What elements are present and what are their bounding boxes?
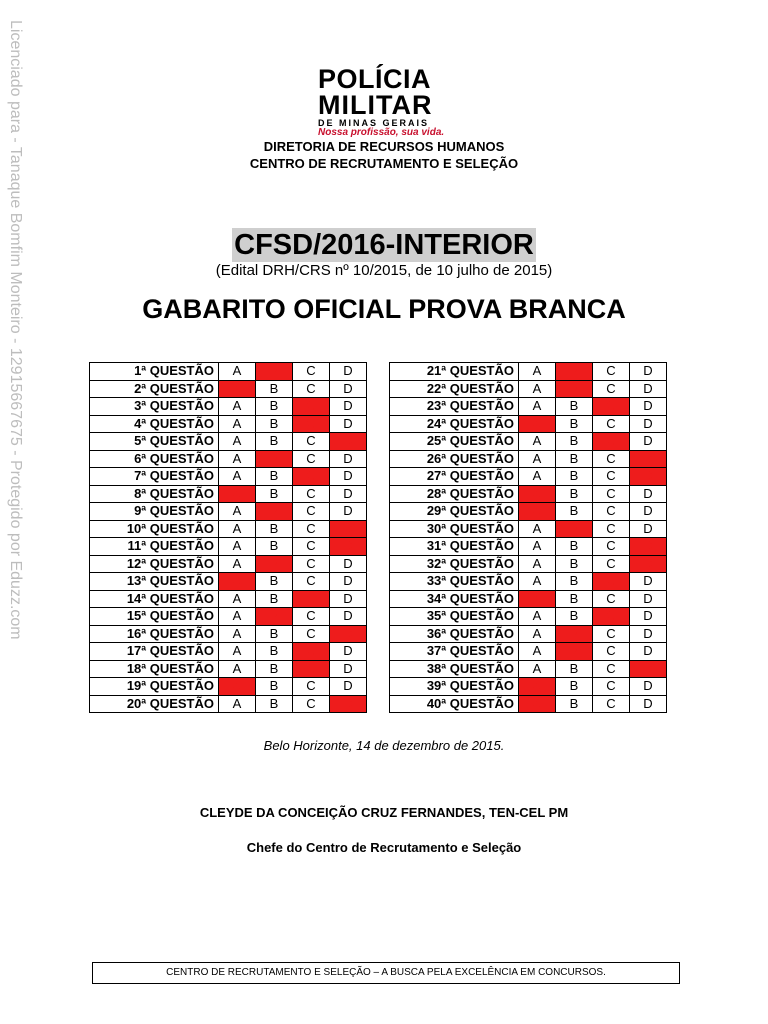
correct-option-cell: C <box>293 590 330 608</box>
option-cell: A <box>519 643 556 661</box>
option-cell: C <box>593 625 630 643</box>
answer-row <box>390 380 667 398</box>
question-label: 11ª QUESTÃO <box>90 538 219 556</box>
option-cell: B <box>256 415 293 433</box>
option-cell: C <box>593 695 630 713</box>
option-cell: D <box>630 363 667 381</box>
question-label: 18ª QUESTÃO <box>90 660 219 678</box>
question-label: 23ª QUESTÃO <box>390 398 519 416</box>
answer-row <box>90 538 367 556</box>
pmmg-logo <box>318 66 458 138</box>
question-label: 25ª QUESTÃO <box>390 433 519 451</box>
option-cell: C <box>293 363 330 381</box>
watermark-text: Licenciado para - Tanaque Bomfim Monteiro - 12915667675 - Protegido por Eduzz.com <box>7 20 24 640</box>
option-cell: B <box>556 398 593 416</box>
option-cell: B <box>556 660 593 678</box>
question-label: 27ª QUESTÃO <box>390 468 519 486</box>
option-cell: A <box>519 555 556 573</box>
option-cell: B <box>556 485 593 503</box>
correct-option-cell: C <box>593 573 630 591</box>
option-cell: D <box>630 695 667 713</box>
option-cell: A <box>519 468 556 486</box>
answer-row <box>90 625 367 643</box>
answer-row <box>90 660 367 678</box>
option-cell: A <box>219 398 256 416</box>
option-cell: C <box>593 380 630 398</box>
answer-row <box>90 590 367 608</box>
option-cell: D <box>330 503 367 521</box>
correct-option-cell: A <box>519 503 556 521</box>
correct-option-cell: C <box>293 660 330 678</box>
header-line-2: CENTRO DE RECRUTAMENTO E SELEÇÃO <box>249 156 519 171</box>
answer-row <box>390 363 667 381</box>
option-cell: C <box>293 485 330 503</box>
question-label: 38ª QUESTÃO <box>390 660 519 678</box>
answer-row <box>90 415 367 433</box>
option-cell: C <box>593 468 630 486</box>
question-label: 33ª QUESTÃO <box>390 573 519 591</box>
question-label: 4ª QUESTÃO <box>90 415 219 433</box>
option-cell: B <box>556 678 593 696</box>
correct-option-cell: D <box>330 695 367 713</box>
option-cell: C <box>593 538 630 556</box>
question-label: 32ª QUESTÃO <box>390 555 519 573</box>
option-cell: B <box>256 468 293 486</box>
answer-row <box>90 380 367 398</box>
logo-line-1: POLÍCIA <box>318 64 432 94</box>
question-label: 15ª QUESTÃO <box>90 608 219 626</box>
question-label: 31ª QUESTÃO <box>390 538 519 556</box>
question-label: 3ª QUESTÃO <box>90 398 219 416</box>
correct-option-cell: A <box>219 678 256 696</box>
option-cell: D <box>630 625 667 643</box>
correct-option-cell: B <box>556 363 593 381</box>
question-label: 34ª QUESTÃO <box>390 590 519 608</box>
option-cell: B <box>256 573 293 591</box>
option-cell: A <box>219 590 256 608</box>
option-cell: C <box>593 678 630 696</box>
option-cell: D <box>630 573 667 591</box>
correct-option-cell: B <box>556 643 593 661</box>
option-cell: B <box>256 678 293 696</box>
question-label: 13ª QUESTÃO <box>90 573 219 591</box>
option-cell: D <box>630 415 667 433</box>
option-cell: C <box>593 660 630 678</box>
institution-header <box>0 138 768 172</box>
question-label: 37ª QUESTÃO <box>390 643 519 661</box>
option-cell: A <box>219 643 256 661</box>
logo-slogan: Nossa profissão, sua vida. <box>318 127 445 138</box>
answer-row <box>90 555 367 573</box>
correct-option-cell: A <box>519 695 556 713</box>
question-label: 5ª QUESTÃO <box>90 433 219 451</box>
correct-option-cell: D <box>630 468 667 486</box>
answer-row <box>390 678 667 696</box>
question-label: 9ª QUESTÃO <box>90 503 219 521</box>
correct-option-cell: B <box>256 450 293 468</box>
place-date: Belo Horizonte, 14 de dezembro de 2015. <box>263 738 505 753</box>
answer-row <box>390 433 667 451</box>
option-cell: C <box>293 608 330 626</box>
option-cell: C <box>593 555 630 573</box>
question-label: 20ª QUESTÃO <box>90 695 219 713</box>
correct-option-cell: A <box>219 573 256 591</box>
option-cell: B <box>556 573 593 591</box>
answer-row <box>90 678 367 696</box>
option-cell: A <box>519 608 556 626</box>
correct-option-cell: D <box>330 520 367 538</box>
option-cell: C <box>593 450 630 468</box>
answer-row <box>390 450 667 468</box>
option-cell: B <box>556 468 593 486</box>
answer-row <box>90 695 367 713</box>
option-cell: A <box>219 660 256 678</box>
option-cell: D <box>330 660 367 678</box>
option-cell: B <box>256 520 293 538</box>
option-cell: D <box>330 398 367 416</box>
option-cell: D <box>330 468 367 486</box>
option-cell: A <box>519 450 556 468</box>
option-cell: C <box>593 503 630 521</box>
question-label: 7ª QUESTÃO <box>90 468 219 486</box>
question-label: 2ª QUESTÃO <box>90 380 219 398</box>
answer-row <box>90 643 367 661</box>
answer-row <box>390 555 667 573</box>
option-cell: B <box>256 643 293 661</box>
option-cell: B <box>256 485 293 503</box>
answer-row <box>90 503 367 521</box>
option-cell: B <box>556 450 593 468</box>
option-cell: A <box>219 608 256 626</box>
option-cell: A <box>219 555 256 573</box>
option-cell: D <box>330 380 367 398</box>
option-cell: D <box>630 503 667 521</box>
option-cell: D <box>330 415 367 433</box>
correct-option-cell: C <box>593 433 630 451</box>
answer-row <box>390 573 667 591</box>
option-cell: A <box>519 363 556 381</box>
question-label: 22ª QUESTÃO <box>390 380 519 398</box>
answer-row <box>90 468 367 486</box>
option-cell: D <box>330 643 367 661</box>
answer-row <box>90 485 367 503</box>
option-cell: B <box>556 415 593 433</box>
option-cell: A <box>219 503 256 521</box>
question-label: 16ª QUESTÃO <box>90 625 219 643</box>
question-label: 8ª QUESTÃO <box>90 485 219 503</box>
option-cell: A <box>519 625 556 643</box>
correct-option-cell: D <box>330 625 367 643</box>
answer-row <box>90 608 367 626</box>
option-cell: C <box>593 520 630 538</box>
option-cell: D <box>330 363 367 381</box>
answer-row <box>90 450 367 468</box>
option-cell: C <box>293 380 330 398</box>
correct-option-cell: B <box>256 608 293 626</box>
option-cell: C <box>593 485 630 503</box>
question-label: 24ª QUESTÃO <box>390 415 519 433</box>
correct-option-cell: A <box>519 590 556 608</box>
option-cell: C <box>293 625 330 643</box>
correct-option-cell: D <box>330 433 367 451</box>
option-cell: C <box>293 503 330 521</box>
option-cell: B <box>256 695 293 713</box>
signer-name: CLEYDE DA CONCEIÇÃO CRUZ FERNANDES, TEN-CEL PM <box>199 805 569 820</box>
answer-row <box>390 625 667 643</box>
question-label: 40ª QUESTÃO <box>390 695 519 713</box>
option-cell: B <box>556 433 593 451</box>
question-label: 36ª QUESTÃO <box>390 625 519 643</box>
correct-option-cell: A <box>519 485 556 503</box>
question-label: 30ª QUESTÃO <box>390 520 519 538</box>
question-label: 28ª QUESTÃO <box>390 485 519 503</box>
option-cell: B <box>256 660 293 678</box>
option-cell: D <box>330 678 367 696</box>
correct-option-cell: D <box>630 538 667 556</box>
option-cell: B <box>556 538 593 556</box>
option-cell: D <box>630 398 667 416</box>
answer-row <box>390 660 667 678</box>
question-label: 12ª QUESTÃO <box>90 555 219 573</box>
correct-option-cell: D <box>330 538 367 556</box>
option-cell: A <box>219 538 256 556</box>
correct-option-cell: B <box>256 363 293 381</box>
option-cell: C <box>293 538 330 556</box>
question-label: 21ª QUESTÃO <box>390 363 519 381</box>
logo-line-3: DE MINAS GERAIS <box>318 118 430 128</box>
correct-option-cell: C <box>293 415 330 433</box>
logo-line-2: MILITAR <box>318 90 433 120</box>
question-label: 10ª QUESTÃO <box>90 520 219 538</box>
question-label: 39ª QUESTÃO <box>390 678 519 696</box>
option-cell: A <box>519 520 556 538</box>
answer-row <box>390 503 667 521</box>
correct-option-cell: A <box>219 380 256 398</box>
signer-title: Chefe do Centro de Recrutamento e Seleção <box>246 840 522 855</box>
option-cell: D <box>330 608 367 626</box>
correct-option-cell: D <box>630 450 667 468</box>
answer-row <box>390 608 667 626</box>
option-cell: C <box>293 450 330 468</box>
answer-row <box>390 415 667 433</box>
answer-row <box>390 520 667 538</box>
document-heading: GABARITO OFICIAL PROVA BRANCA <box>142 294 626 324</box>
option-cell: A <box>519 433 556 451</box>
correct-option-cell: B <box>556 625 593 643</box>
title-wrap <box>0 228 768 262</box>
answer-row <box>390 485 667 503</box>
question-label: 26ª QUESTÃO <box>390 450 519 468</box>
answer-table-left <box>89 362 367 713</box>
option-cell: C <box>593 590 630 608</box>
correct-option-cell: B <box>256 555 293 573</box>
correct-option-cell: A <box>519 415 556 433</box>
correct-option-cell: B <box>256 503 293 521</box>
option-cell: D <box>630 485 667 503</box>
option-cell: D <box>630 590 667 608</box>
option-cell: B <box>256 590 293 608</box>
correct-option-cell: A <box>519 678 556 696</box>
answer-row <box>390 468 667 486</box>
document-subtitle: (Edital DRH/CRS nº 10/2015, de 10 julho de 2015) <box>215 262 553 279</box>
question-label: 1ª QUESTÃO <box>90 363 219 381</box>
option-cell: C <box>293 555 330 573</box>
correct-option-cell: B <box>556 520 593 538</box>
answer-row <box>90 520 367 538</box>
option-cell: A <box>219 520 256 538</box>
option-cell: C <box>293 520 330 538</box>
answer-row <box>90 433 367 451</box>
option-cell: D <box>330 573 367 591</box>
option-cell: C <box>293 573 330 591</box>
correct-option-cell: C <box>593 608 630 626</box>
option-cell: D <box>630 643 667 661</box>
option-cell: B <box>556 590 593 608</box>
answer-row <box>390 538 667 556</box>
option-cell: D <box>330 485 367 503</box>
option-cell: C <box>293 433 330 451</box>
option-cell: B <box>256 380 293 398</box>
option-cell: B <box>256 398 293 416</box>
option-cell: B <box>556 503 593 521</box>
option-cell: A <box>219 415 256 433</box>
question-label: 29ª QUESTÃO <box>390 503 519 521</box>
question-label: 19ª QUESTÃO <box>90 678 219 696</box>
option-cell: C <box>593 363 630 381</box>
option-cell: A <box>219 363 256 381</box>
option-cell: B <box>256 538 293 556</box>
option-cell: C <box>593 643 630 661</box>
correct-option-cell: C <box>593 398 630 416</box>
option-cell: B <box>256 433 293 451</box>
option-cell: A <box>519 538 556 556</box>
option-cell: D <box>330 555 367 573</box>
option-cell: C <box>593 415 630 433</box>
answer-row <box>90 363 367 381</box>
option-cell: A <box>519 660 556 678</box>
option-cell: A <box>219 625 256 643</box>
correct-option-cell: A <box>219 485 256 503</box>
answer-row <box>90 398 367 416</box>
answer-row <box>390 695 667 713</box>
question-label: 14ª QUESTÃO <box>90 590 219 608</box>
option-cell: C <box>293 695 330 713</box>
document-title: CFSD/2016-INTERIOR <box>234 229 534 261</box>
option-cell: D <box>630 433 667 451</box>
header-line-1: DIRETORIA DE RECURSOS HUMANOS <box>263 139 505 154</box>
option-cell: D <box>630 678 667 696</box>
option-cell: A <box>219 695 256 713</box>
option-cell: B <box>256 625 293 643</box>
option-cell: D <box>630 608 667 626</box>
option-cell: A <box>519 398 556 416</box>
option-cell: D <box>630 380 667 398</box>
correct-option-cell: B <box>556 380 593 398</box>
option-cell: A <box>219 468 256 486</box>
option-cell: A <box>519 573 556 591</box>
correct-option-cell: D <box>630 660 667 678</box>
footer-box: CENTRO DE RECRUTAMENTO E SELEÇÃO – A BUSCA PELA EXCELÊNCIA EM CONCURSOS. <box>92 962 680 984</box>
answer-row <box>390 590 667 608</box>
option-cell: B <box>556 608 593 626</box>
option-cell: A <box>519 380 556 398</box>
correct-option-cell: C <box>293 398 330 416</box>
option-cell: B <box>556 555 593 573</box>
question-label: 6ª QUESTÃO <box>90 450 219 468</box>
question-label: 35ª QUESTÃO <box>390 608 519 626</box>
correct-option-cell: D <box>630 555 667 573</box>
option-cell: A <box>219 433 256 451</box>
answer-row <box>90 573 367 591</box>
answer-row <box>390 398 667 416</box>
option-cell: D <box>630 520 667 538</box>
answer-row <box>390 643 667 661</box>
answer-table-right <box>389 362 667 713</box>
correct-option-cell: C <box>293 468 330 486</box>
correct-option-cell: C <box>293 643 330 661</box>
option-cell: D <box>330 590 367 608</box>
option-cell: D <box>330 450 367 468</box>
option-cell: C <box>293 678 330 696</box>
option-cell: A <box>219 450 256 468</box>
question-label: 17ª QUESTÃO <box>90 643 219 661</box>
option-cell: B <box>556 695 593 713</box>
